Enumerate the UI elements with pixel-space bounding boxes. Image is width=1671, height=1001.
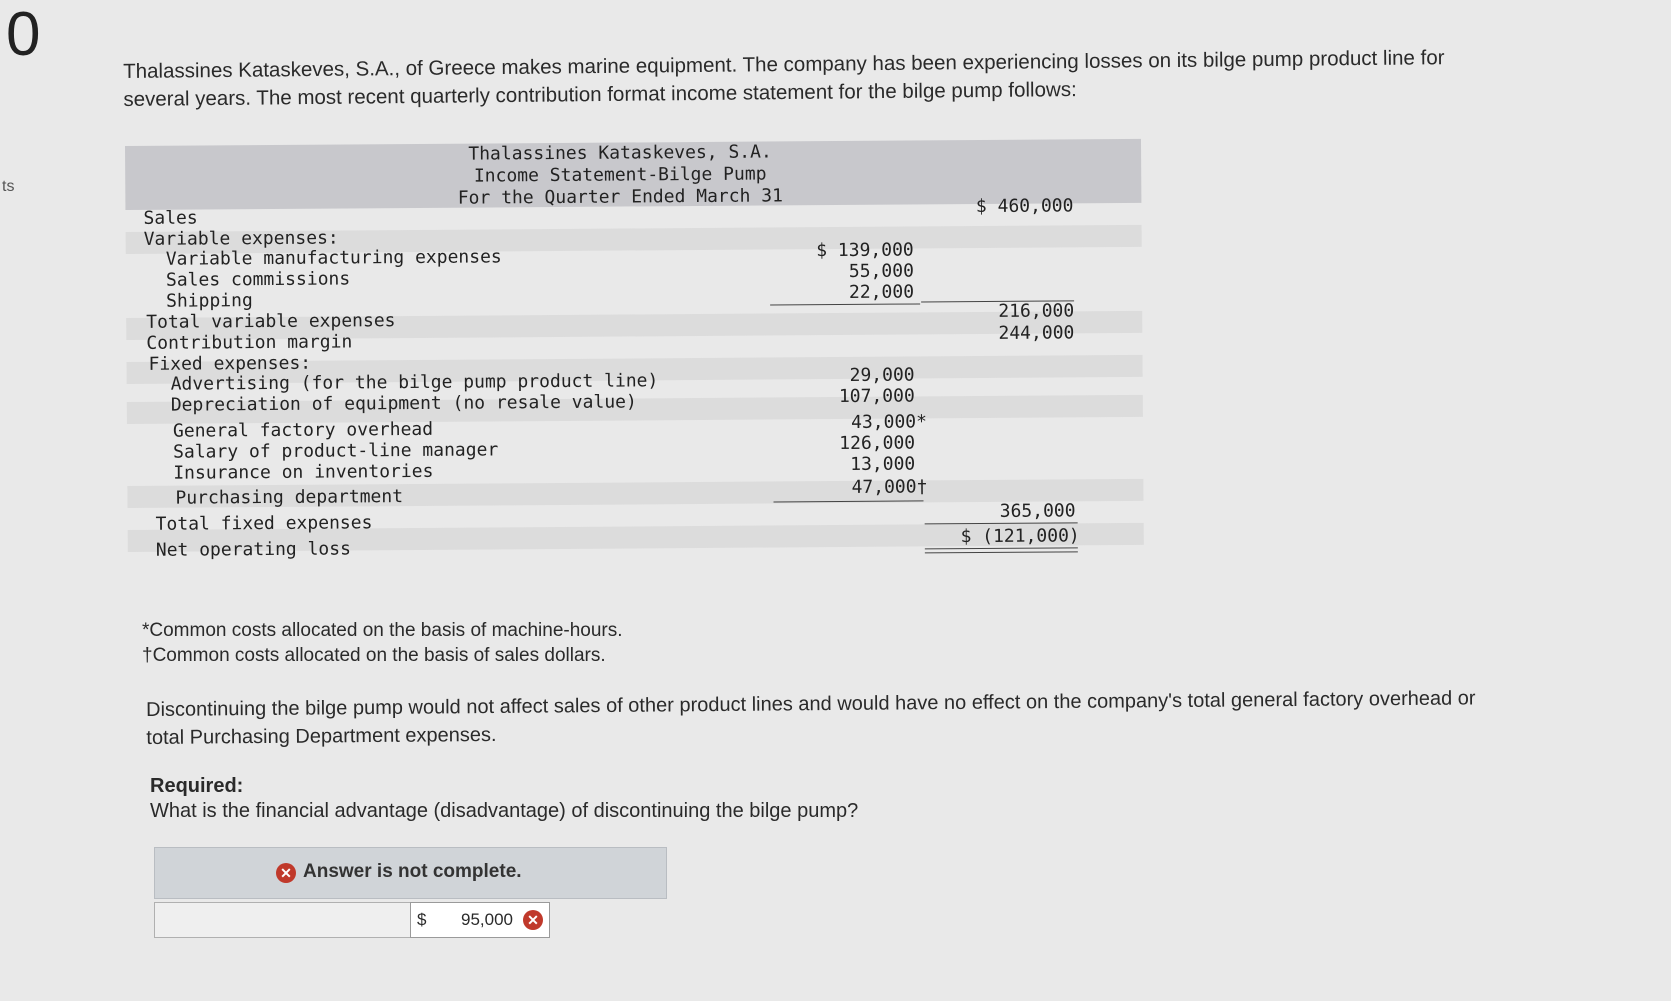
statement-title — [445, 141, 795, 209]
fixed-item-amount: 43,000* — [851, 411, 928, 433]
contribution-margin-label: Contribution margin — [146, 331, 353, 354]
variable-item-label: Shipping — [166, 290, 253, 312]
net-operating-loss-label: Net operating loss — [155, 538, 351, 561]
currency-symbol: $ — [417, 910, 427, 929]
incorrect-x-icon: ✕ — [523, 910, 543, 930]
error-x-icon: ✕ — [276, 863, 296, 883]
fixed-item-label: Salary of product-line manager — [173, 439, 499, 463]
answer-value[interactable]: 95,000 — [461, 910, 513, 929]
intro-text: Thalassines Kataskeves, S.A., of Greece makes marine equipment. The company has been experiencing losses on its bilge pump product line for several years. The most recent quarterly contribution format income statement for the bilge pump follows: — [123, 46, 1445, 111]
sales-label: Sales — [143, 207, 198, 229]
total-fixed-amount: 365,000 — [999, 500, 1076, 522]
footnote-machine-hours: *Common costs allocated on the basis of machine-hours. — [142, 620, 623, 641]
statement-title-line-2: Income Statement-Bilge Pump — [473, 163, 767, 187]
fixed-item-label: Purchasing department — [175, 486, 404, 509]
fixed-item-label: Depreciation of equipment (no resale value) — [170, 391, 637, 416]
variable-item-label: Sales commissions — [165, 268, 351, 291]
total-variable-label: Total variable expenses — [146, 310, 396, 333]
variable-item-amount: $ 139,000 — [816, 239, 914, 262]
income-statement — [125, 139, 1144, 594]
answer-status-banner — [154, 847, 667, 899]
footnote-sales-dollars: †Common costs allocated on the basis of sales dollars. — [142, 645, 606, 666]
statement-title-line-1: Thalassines Kataskeves, S.A. — [468, 141, 772, 165]
sales-total: $ 460,000 — [975, 195, 1074, 218]
answer-status-text: Answer is not complete. — [303, 861, 522, 882]
fixed-item-amount: 29,000 — [849, 364, 915, 386]
fixed-item-amount: 13,000 — [850, 453, 916, 475]
variable-item-label: Variable manufacturing expenses — [165, 246, 502, 270]
required-question: What is the financial advantage (disadvantage) of discontinuing the bilge pump? — [150, 800, 859, 822]
fixed-item-label: Insurance on inventories — [173, 460, 434, 484]
fixed-item-label: General factory overhead — [172, 418, 434, 442]
answer-input[interactable] — [410, 902, 550, 938]
answer-row-cell — [154, 902, 418, 938]
variable-header: Variable expenses: — [143, 227, 339, 250]
fixed-item-amount: 47,000† — [851, 476, 928, 498]
question-number: 0 — [6, 0, 41, 69]
variable-item-amount: 55,000 — [848, 260, 914, 282]
total-fixed-label: Total fixed expenses — [155, 512, 373, 535]
subtotal-rule — [770, 303, 920, 305]
fixed-item-amount: 126,000 — [839, 432, 916, 455]
fixed-header: Fixed expenses: — [148, 352, 312, 375]
required-heading: Required: — [150, 775, 244, 797]
contribution-margin-amount: 244,000 — [998, 322, 1075, 344]
double-rule-bottom — [925, 551, 1078, 553]
total-variable-amount: 216,000 — [998, 300, 1075, 322]
double-rule-top — [925, 547, 1078, 549]
variable-item-amount: 22,000 — [848, 281, 915, 303]
net-operating-loss-amount: $ (121,000) — [960, 525, 1080, 548]
discontinue-paragraph: Discontinuing the bilge pump would not affect sales of other product lines and would have no effect on the company's total general factory overhead or total Purchasing Department expenses. — [146, 687, 1476, 749]
fixed-item-label: Advertising (for the bilge pump product line) — [170, 370, 659, 395]
statement-title-line-3: For the Quarter Ended March 31 — [457, 185, 783, 209]
sidebar-fragment-label: ts — [2, 178, 15, 195]
fixed-item-amount: 107,000 — [838, 385, 915, 408]
